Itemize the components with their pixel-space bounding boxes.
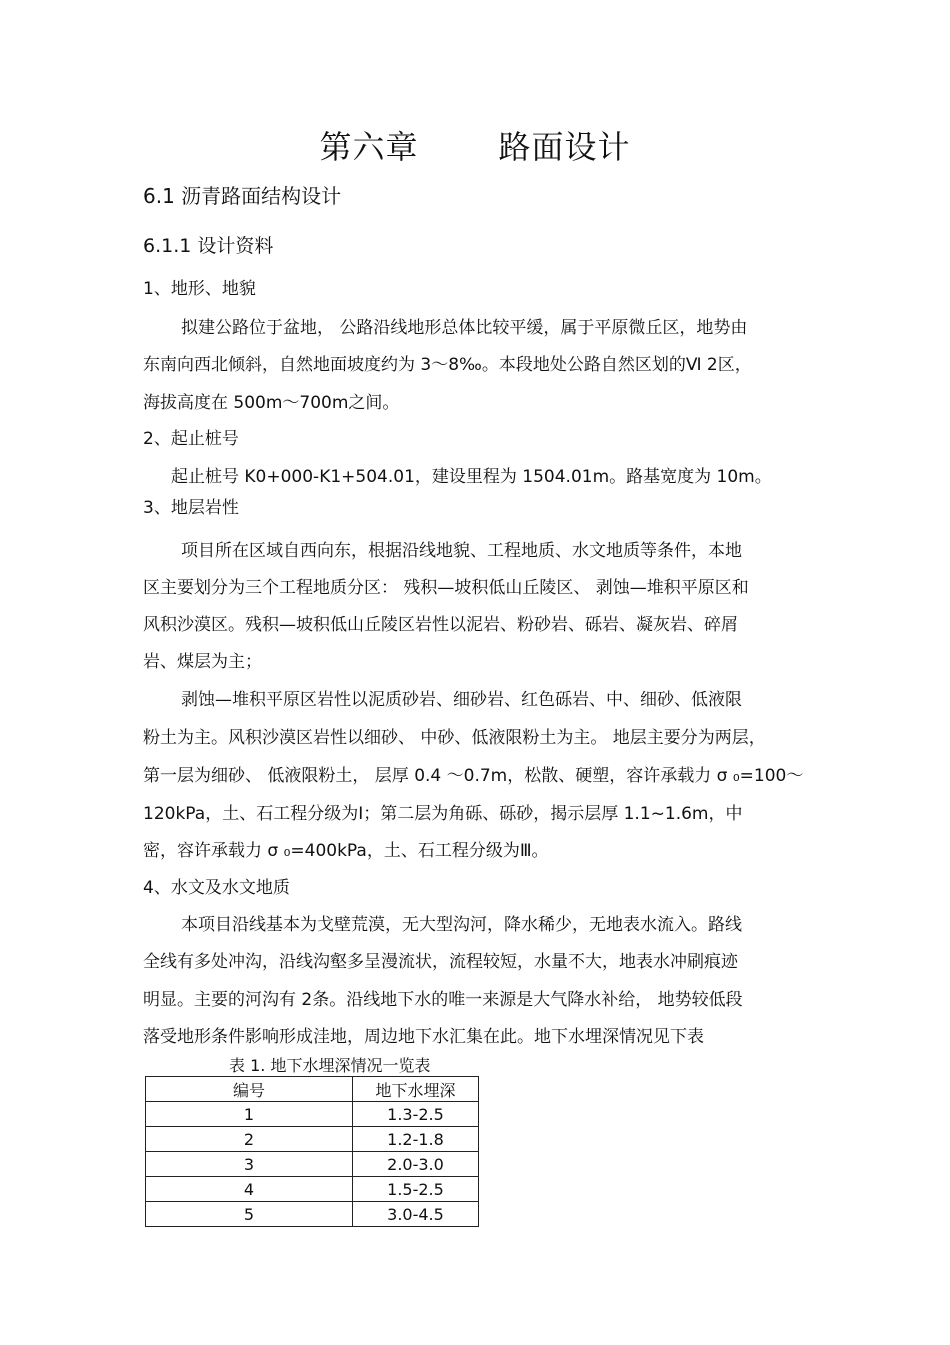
table-cell: 2: [146, 1127, 353, 1152]
paragraph-line: 海拔高度在 500m～700m之间。: [143, 393, 400, 413]
chapter-number: 第六章: [319, 128, 419, 166]
item-heading-hydrology: 4、水文及水文地质: [143, 878, 290, 898]
paragraph-line: 第一层为细砂、 低液限粉土， 层厚 0.4 ～0.7m，松散、硬塑，容许承载力 σ ₀=100～: [143, 766, 804, 786]
table-row: [146, 1177, 479, 1202]
table-cell: 4: [146, 1177, 353, 1202]
table-cell: 3: [146, 1152, 353, 1177]
table-cell: 3.0-4.5: [353, 1202, 479, 1227]
table-cell: 1.5-2.5: [353, 1177, 479, 1202]
paragraph-line: 区主要划分为三个工程地质分区： 残积—坡积低山丘陵区、 剥蚀—堆积平原区和: [143, 578, 749, 598]
table-cell: 1.2-1.8: [353, 1127, 479, 1152]
table-cell: 1.3-2.5: [353, 1102, 479, 1127]
paragraph-line: 剥蚀—堆积平原区岩性以泥质砂岩、细砂岩、红色砾岩、中、细砂、低液限: [181, 690, 742, 710]
paragraph-line: 全线有多处冲沟，沿线沟壑多呈漫流状，流程较短，水量不大，地表水冲刷痕迹: [143, 952, 738, 972]
table-row: [146, 1127, 479, 1152]
paragraph-line: 密，容许承载力 σ ₀=400kPa，土、石工程分级为Ⅲ。: [143, 841, 549, 861]
chapter-name: 路面设计: [498, 128, 631, 166]
subsection-heading: 6.1.1 设计资料: [143, 235, 274, 257]
table-row: [146, 1152, 479, 1177]
item-heading-strata: 3、地层岩性: [143, 498, 239, 518]
item-heading-stations: 2、起止桩号: [143, 429, 239, 449]
item-heading-terrain: 1、地形、地貌: [143, 279, 256, 299]
paragraph-line: 项目所在区域自西向东，根据沿线地貌、工程地质、水文地质等条件，本地: [181, 541, 742, 561]
groundwater-table: [145, 1076, 479, 1227]
table-row: [146, 1102, 479, 1127]
paragraph-line: 120kPa，土、石工程分级为Ⅰ；第二层为角砾、砾砂，揭示层厚 1.1~1.6m，中: [143, 804, 743, 824]
table-cell: 2.0-3.0: [353, 1152, 479, 1177]
paragraph-line: 落受地形条件影响形成洼地，周边地下水汇集在此。地下水埋深情况见下表: [143, 1027, 704, 1047]
column-header-depth: 地下水埋深: [353, 1077, 479, 1102]
paragraph-line: 本项目沿线基本为戈壁荒漠，无大型沟河，降水稀少，无地表水流入。路线: [181, 915, 742, 935]
paragraph-line: 粉土为主。风积沙漠区岩性以细砂、 中砂、低液限粉土为主。 地层主要分为两层，: [143, 728, 766, 748]
table-header-row: [146, 1077, 479, 1102]
paragraph-line: 拟建公路位于盆地， 公路沿线地形总体比较平缓，属于平原微丘区，地势由: [181, 318, 748, 338]
chapter-title: [0, 122, 950, 168]
column-header-number: 编号: [146, 1077, 353, 1102]
paragraph-line: 风积沙漠区。残积—坡积低山丘陵区岩性以泥岩、粉砂岩、砾岩、凝灰岩、碎屑: [143, 615, 738, 635]
paragraph-line: 东南向西北倾斜，自然地面坡度约为 3～8‰。本段地处公路自然区划的Ⅵ 2区，: [143, 355, 752, 375]
table-cell: 1: [146, 1102, 353, 1127]
paragraph-line: 岩、煤层为主；: [143, 652, 262, 672]
table-row: [146, 1202, 479, 1227]
paragraph-line: 起止桩号 K0+000-K1+504.01，建设里程为 1504.01m。路基宽度为 10m。: [171, 467, 772, 487]
table-cell: 5: [146, 1202, 353, 1227]
table-caption: 表 1. 地下水埋深情况一览表: [229, 1056, 431, 1075]
paragraph-line: 明显。主要的河沟有 2条。沿线地下水的唯一来源是大气降水补给， 地势较低段: [143, 990, 743, 1010]
section-heading: 6.1 沥青路面结构设计: [143, 184, 342, 208]
